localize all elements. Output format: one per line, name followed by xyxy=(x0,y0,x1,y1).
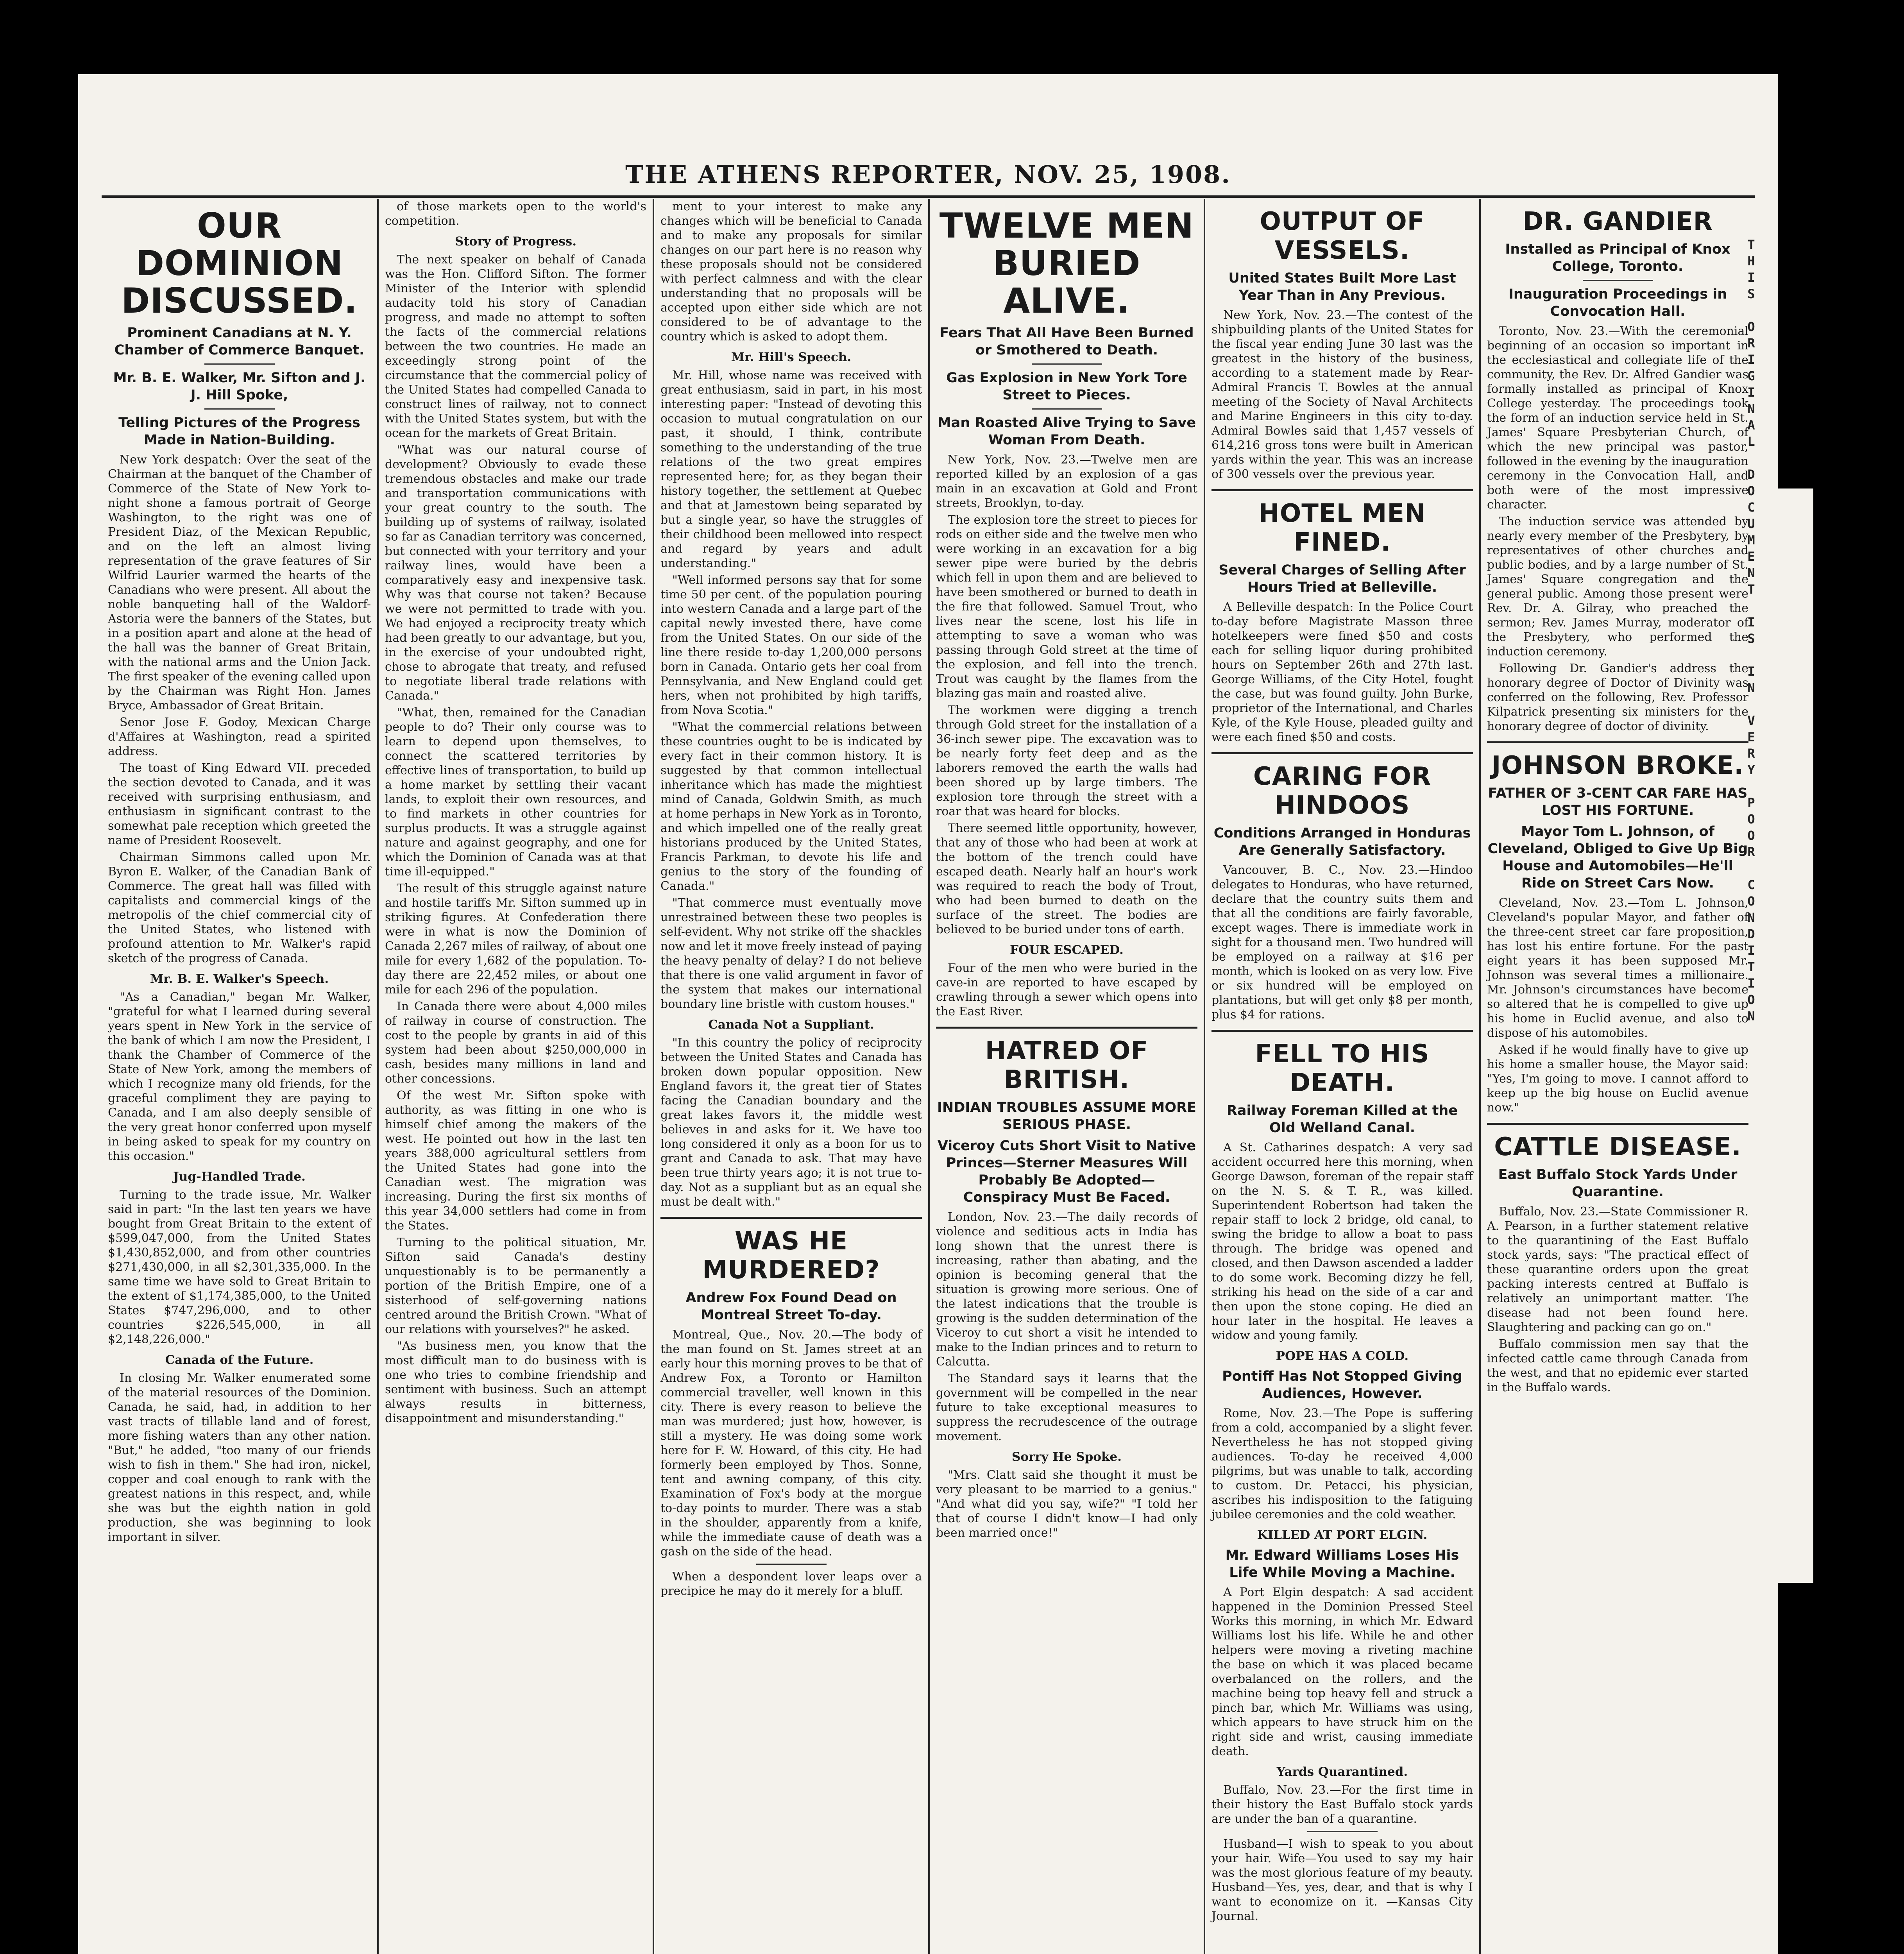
divider xyxy=(1487,1123,1748,1125)
divider xyxy=(1211,489,1473,491)
column-6 xyxy=(1479,199,1755,1954)
divider xyxy=(204,408,275,410)
deck: Andrew Fox Found Dead on Montreal Street To-day. xyxy=(685,1290,897,1323)
divider xyxy=(1583,280,1653,281)
column-5 xyxy=(1204,199,1479,1954)
divider xyxy=(936,1027,1197,1029)
paper-edge-right xyxy=(1774,488,1813,1583)
deck: Conditions Arranged in Honduras Are Generally Satisfactory. xyxy=(1213,825,1471,858)
paragraph: The next speaker on behalf of Canada was the Hon. Clifford Sifton. The former Minister of the Interior with splendid audacity told his story of Canadian progress, and made no attempt to soften the facts of the commercial relations between the two countries. He made an exceedingly strong point of the circumstance that the commercial policy of the United States had compelled Canada to construct lines of railway, not to connect with the United States system, but with the ocean for the markets of Great Britain. xyxy=(385,253,646,440)
deck: East Buffalo Stock Yards Under Quarantine. xyxy=(1498,1167,1738,1200)
subhead: FOUR ESCAPED. xyxy=(1010,943,1124,957)
paragraph: of those markets open to the world's competition. xyxy=(385,200,646,228)
divider xyxy=(1307,1831,1378,1832)
headline-fell: FELL TO HIS DEATH. xyxy=(1255,1040,1430,1097)
masthead-rule xyxy=(102,195,1755,198)
paragraph: Rome, Nov. 23.—The Pope is suffering from a cold, accompanied by a slight fever. Nevertheless he has not stopped giving audiences. To-day he received 4,000 pilgrims, but was unable to talk, according to custom. Dr. Petacci, his physician, ascribes his indisposition to the fatiguing jubilee ceremonies and the cold weather. xyxy=(1211,1406,1473,1521)
deck: Mayor Tom L. Johnson, of Cleveland, Obliged to Give Up Big House and Automobiles—He'll Ride on Street Cars Now. xyxy=(1487,824,1748,891)
divider xyxy=(204,363,275,365)
paragraph: "What, then, remained for the Canadian people to do? Their only course was to learn to depend upon themselves, to connect the scattered territories by effective lines of transportation, to build up a home market by settling their vacant lands, to exploit their own resources, and to find markets in other countries for surplus products. It was a struggle against nature and against geography, and one for which the Dominion of Canada was at that time ill-equipped." xyxy=(385,706,646,879)
deck: Pontiff Has Not Stopped Giving Audiences, However. xyxy=(1222,1369,1462,1401)
paragraph: Four of the men who were buried in the cave-in are reported to have escaped by crawling through a sewer which opens into the East River. xyxy=(936,961,1197,1018)
headline-vessels: OUTPUT OF VESSELS. xyxy=(1260,207,1425,265)
paragraph: Of the west Mr. Sifton spoke with authority, as was fitting in one who is himself chief among the makers of the west. He pointed out how in the last ten years 388,000 agricultural settlers from the United States had gone into the Canadian west. The migration was increasing. During the first six months of this year 34,000 settlers had come in from the States. xyxy=(385,1089,646,1233)
paragraph: New York, Nov. 23.—The contest of the shipbuilding plants of the United States for the fiscal year ending June 30 last was the greatest in the history of the business, according to a statement made by Rear-Admiral Francis T. Bowles at the annual meeting of the Society of Naval Architects and Marine Engineers in this city to-day. Admiral Bowles said that 1,457 vessels of 614,216 gross tons were built in American yards within the year. This was an increase of 300 vessels over the previous year. xyxy=(1211,308,1473,481)
paragraph: "As business men, you know that the most difficult man to do business with is one who tries to combine friendship and sentiment with business. Such an attempt always results in bitterness, disappointment and misunderstanding." xyxy=(385,1339,646,1425)
divider xyxy=(1211,752,1473,754)
paragraph: Buffalo, Nov. 23.—State Commissioner R. A. Pearson, in a further statement relative to the quarantining of the East Buffalo stock yards, says: "The practical effect of these quarantine orders upon the great packing interests centred at Buffalo is relatively an unimportant matter. The disease had not been found here. Slaughtering and packing can go on." xyxy=(1487,1205,1748,1334)
subhead: Jug-Handled Trade. xyxy=(173,1170,306,1184)
paragraph: The Standard says it learns that the government will be compelled in the near future to take exceptional measures to suppress the recrudescence of the outrage movement. xyxy=(936,1372,1197,1443)
paragraph: Senor Jose F. Godoy, Mexican Charge d'Affaires at Washington, read a spirited address. xyxy=(108,716,371,758)
paragraph: Buffalo commission men say that the infected cattle came through Canada from the west, and that no epidemic ever started in the Buffalo wards. xyxy=(1487,1337,1748,1394)
subhead: Canada Not a Suppliant. xyxy=(708,1018,874,1032)
paragraph: A St. Catharines despatch: A very sad accident occurred here this morning, when George Dawson, foreman of the repair staff on the N. S. & T. R., was killed. Superintendent Robertson had taken the repair staff to lock 2 bridge, old canal, to swing the bridge to allow a boat to pass through. The bridge was opened and closed, and then Dawson ascended a ladder to do some work. Becoming dizzy he fell, striking his head on the side of a car and then upon the stone coping. He died an hour later in the hospital. He leaves a widow and young family. xyxy=(1211,1141,1473,1342)
paragraph: Montreal, Que., Nov. 20.—The body of the man found on St. James street at an early hour this morning proves to be that of Andrew Fox, a Toronto or Hamilton commercial traveller, well known in this city. There is every reason to believe the man was murdered; just how, however, is still a mystery. He was doing some work here for F. W. Howard, of this city. He had formerly been employed by Thos. Sonne, tent and awning company, of this city. Examination of Fox's body at the morgue to-day points to murder. There was a stab in the shoulder, apparently from a knife, while the immediate cause of death was a gash on the side of the head. xyxy=(660,1328,922,1559)
headline-cattle: CATTLE DISEASE. xyxy=(1494,1133,1741,1161)
divider xyxy=(1211,1030,1473,1032)
headline-dominion: OUR DOMINION DISCUSSED. xyxy=(121,206,358,321)
subhead: Mr. B. E. Walker's Speech. xyxy=(150,972,329,986)
paragraph: "What was our natural course of development? Obviously to evade these tremendous obstacles and make our trade and transportation communications with your great country to the south. The building up of systems of railway, isolated so far as Canadian territory was concerned, but connected with your territory and your railway lines, would have been a comparatively easy and inexpensive task. Why was that course not taken? Because we were not permitted to trade with you. We had enjoyed a reciprocity treaty which had been greatly to our advantage, but you, in the exercise of your undoubted right, chose to abrogate that treaty, and refused to negotiate liberal trade relations with Canada." xyxy=(385,443,646,703)
paragraph: In Canada there were about 4,000 miles of railway in course of construction. The cost to the people by grants in aid of this system had been about $250,000,000 in cash, besides many millions in land and other concessions. xyxy=(385,1000,646,1086)
paragraph: Turning to the trade issue, Mr. Walker said in part: "In the last ten years we have bought from Great Britain to the extent of $599,047,000, from the United States $1,430,852,000, and from other countries $271,430,000, in all $2,301,335,000. In the same time we have sold to Great Britain to the extent of $1,174,385,000, to the United States $747,296,000, and to other countries $226,545,000, in all $2,148,226,000." xyxy=(108,1188,371,1346)
headline-twelve-men: TWELVE MEN BURIED ALIVE. xyxy=(939,206,1194,321)
divider xyxy=(756,1564,827,1565)
paragraph: Buffalo, Nov. 23.—For the first time in their history the East Buffalo stock yards are under the ban of a quarantine. xyxy=(1211,1783,1473,1826)
paragraph: Asked if he would finally have to give up his home a smaller house, the Mayor said: "Yes, I'm going to move. I cannot afford to keep up the big house on Euclid avenue now." xyxy=(1487,1043,1748,1115)
headline-hatred: HATRED OF BRITISH. xyxy=(985,1036,1149,1094)
paragraph: When a despondent lover leaps over a precipice he may do it merely for a bluff. xyxy=(660,1570,922,1598)
paragraph: Husband—I wish to speak to you about your hair. Wife—You used to say my hair was the most glorious feature of my beauty. Husband—Yes, yes, dear, and that is why I want to economize on it. —Kansas City Journal. xyxy=(1211,1837,1473,1923)
paragraph: New York despatch: Over the seat of the Chairman at the banquet of the Chamber of Commerce of the State of New York to-night shone a famous portrait of George Washington, to the right was one of President Diaz, of the Mexican Republic, and on the left an almost living representation of the grave features of Sir Wilfrid Laurier warmed the hearts of the Canadians who were present. All about the noble banqueting hall of the Waldorf-Astoria were the banners of the States, but in a position apart and alone at the head of the hall was the banner of Great Britain, with the national arms and the Union Jack. The first speaker of the evening called upon by the Chairman was Right Hon. James Bryce, Ambassador of Great Britain. xyxy=(108,453,371,712)
divider xyxy=(1487,741,1748,743)
paragraph: "What the commercial relations between these countries ought to be is indicated by every fact in their common history. It is suggested by that common intellectual inheritance which has made the mightiest mind of Canada, Goldwin Smith, as much at home perhaps in New York as in Toronto, and which impelled one of the really great historians produced by the United States, Francis Parkman, to devote his life and genius to the story of the founding of Canada." xyxy=(660,720,922,893)
paragraph: Chairman Simmons called upon Mr. Byron E. Walker, of the Canadian Bank of Commerce. The great hall was filled with capitalists and commercial kings of the metropolis of the chief commercial city of the United States, who listened with profound attention to Mr. Walker's rapid sketch of the progress of Canada. xyxy=(108,850,371,965)
paragraph: ment to your interest to make any changes which will be beneficial to Canada and to make any proposals for similar changes on our part here is no reason why these proposals should not be considered with perfect calmness and with the clear understanding that no proposals will be accepted upon either side which are not considered to be of advantage to the country which is asked to adopt them. xyxy=(660,200,922,344)
paragraph: There seemed little opportunity, however, that any of those who had been at work at the bottom of the trench could have escaped death. Nearly half an hour's work was required to reach the body of Trout, who had been burned to death on the surface of the street. The bodies are believed to be buried under tons of earth. xyxy=(936,821,1197,936)
paragraph: Toronto, Nov. 23.—With the ceremonial beginning of an occasion so important in the ecclesiastical and collegiate life of the community, the Rev. Dr. Alfred Gandier was formally installed as principal of Knox College yesterday. The proceedings took the form of an induction service held in St. James' Square Presbyterian Church, of which the new principal was pastor, followed in the evening by the inauguration ceremony in the Convocation Hall, and both were of the most impressive character. xyxy=(1487,324,1748,512)
paragraph: A Port Elgin despatch: A sad accident happened in the Dominion Pressed Steel Works this morning, in which Mr. Edward Williams lost his life. While he and other helpers were moving a riveting machine the base on which it was placed became overbalanced on the rollers, and the machine being top heavy fell and struck a pinch bar, which Mr. Williams was using, which appears to have struck him on the right side and wrist, causing immediate death. xyxy=(1211,1585,1473,1758)
paragraph: New York, Nov. 23.—Twelve men are reported killed by an explosion of a gas main in an excavation at Gold and Front streets, Brooklyn, to-day. xyxy=(936,453,1197,510)
deck: Railway Foreman Killed at the Old Welland Canal. xyxy=(1226,1103,1458,1136)
deck: Telling Pictures of the Progress Made in Nation-Building. xyxy=(118,415,360,448)
paragraph: In closing Mr. Walker enumerated some of the material resources of the Dominion. Canada, he said, had, in addition to her vast tracts of tillable land and of forest, more fishing waters than any other nation. "But," he added, "too many of our friends wish to fish in them." She had iron, nickel, copper and coal enough to rank with the greatest nations in this respect, and, while she was but the eighth nation in gold production, she was beginning to look important in silver. xyxy=(108,1371,371,1544)
paragraph: "Mrs. Clatt said she thought it must be very pleasant to be married to a genius." "And what did you say, wife?" "I told her that of course I didn't know—I had only been married once!" xyxy=(936,1468,1197,1540)
paragraph: "Well informed persons say that for some time 50 per cent. of the population pouring into western Canada and a large part of the capital newly invested there, have come from the United States. On our side of the line there reside to-day 1,200,000 persons born in Canada. Ontario gets her coal from Pennsylvania, and New England could get hers, when not prohibited by high tariffs, from Nova Scotia." xyxy=(660,573,922,717)
deck: FATHER OF 3-CENT CAR FARE HAS LOST HIS FORTUNE. xyxy=(1488,786,1748,818)
deck: Prominent Canadians at N. Y. Chamber of Commerce Banquet. xyxy=(114,325,365,358)
paragraph: Turning to the political situation, Mr. Sifton said Canada's destiny unquestionably is to be permanently a portion of the British Empire, one of a sisterhood of self-governing nations centred around the British Crown. "What of our relations with yourselves?" he asked. xyxy=(385,1236,646,1336)
subhead: Sorry He Spoke. xyxy=(1011,1450,1122,1464)
paragraph: The result of this struggle against nature and hostile tariffs Mr. Sifton summed up in striking figures. At Confederation there were in what is now the Dominion of Canada 2,267 miles of railway, of about one mile for every 1,682 of the population. To-day there are 22,452 miles, or about one mile for each 296 of the population. xyxy=(385,882,646,997)
subhead: Mr. Hill's Speech. xyxy=(731,350,852,364)
paragraph: London, Nov. 23.—The daily records of violence and seditious acts in India has long shown that the unrest there is increasing, rather than abating, and the opinion is becoming general that the situation is growing more serious. One of the latest indications that the trouble is growing is the sudden determination of the Viceroy to cut short a visit he intended to make to the Indian princes and to return to Calcutta. xyxy=(936,1210,1197,1369)
scan-border-top xyxy=(0,0,1904,78)
subhead: Story of Progress. xyxy=(455,234,577,249)
deck: Inauguration Proceedings in Convocation Hall. xyxy=(1508,286,1727,319)
deck: Mr. Edward Williams Loses His Life While Moving a Machine. xyxy=(1225,1548,1459,1580)
divider xyxy=(1032,363,1102,365)
subhead: Canada of the Future. xyxy=(165,1353,314,1367)
headline-hotel: HOTEL MEN FINED. xyxy=(1258,499,1426,557)
article-columns xyxy=(102,199,1755,1954)
deck: Several Charges of Selling After Hours Tried at Belleville. xyxy=(1219,562,1466,595)
headline-johnson: JOHNSON BROKE. xyxy=(1491,751,1744,780)
paragraph: The explosion tore the street to pieces for rods on either side and the twelve men who were working in an excavation for a big sewer pipe were buried by the debris which fell in upon them and are believed to have been smothered or burned to death in the fire that followed. Samuel Trout, who lives near the scene, lost his life in attempting to save a woman who was passing through Gold street at the time of the explosion, and fell into the trench. Trout was caught by the flames from the blazing gas main and roasted alive. xyxy=(936,513,1197,700)
headline-hindoos: CARING FOR HINDOOS xyxy=(1253,762,1432,820)
column-3 xyxy=(653,199,928,1954)
deck: Installed as Principal of Knox College, Toronto. xyxy=(1505,242,1730,274)
paragraph: Vancouver, B. C., Nov. 23.—Hindoo delegates to Honduras, who have returned, declare that the country suits them and that all the conditions are fairly favorable, except wages. There is immediate work in sight for a thousand men. Two hundred will be employed on a railway at $16 per month, which is looked on as very low. Five or six hundred will be employed on plantations, but will get only $8 per month, plus $4 for rations. xyxy=(1211,863,1473,1022)
headline-murdered: WAS HE MURDERED? xyxy=(702,1227,880,1285)
deck: Viceroy Cuts Short Visit to Native Princes—Sterner Measures Will Probably Be Adopted—Conspiracy Must Be Faced. xyxy=(937,1138,1196,1205)
scan-border-right xyxy=(1822,0,1904,1954)
divider xyxy=(1032,408,1102,410)
newspaper-page xyxy=(78,74,1778,1954)
paragraph: The induction service was attended by nearly every member of the Presbytery, by representatives of other churches and public bodies, and by a large number of St. James' Square congregation and the general public. Among those present were Rev. Dr. A. Gilray, who preached the sermon; Rev. James Murray, moderator of the Presbytery, who performed the induction ceremony. xyxy=(1487,515,1748,658)
column-4 xyxy=(928,199,1204,1954)
subhead: KILLED AT PORT ELGIN. xyxy=(1257,1528,1428,1542)
condition-note: T H I S O R I G I N A L D O C U M E N T I S I N V E R Y P O O R C O N D I T I O N xyxy=(1747,237,1755,1024)
paragraph: Following Dr. Gandier's address the honorary degree of Doctor of Divinity was conferred on the following, Rev. Professor Kilpatrick presenting six ministers for the honorary degree of doctor of divinity. xyxy=(1487,662,1748,733)
deck: Man Roasted Alive Trying to Save Woman From Death. xyxy=(937,415,1196,448)
paragraph: "As a Canadian," began Mr. Walker, "grateful for what I learned during several years spent in New York in the service of the bank of which I am now the President, I thank the Chamber of Commerce of the State of New York, among the members of which I recognize many old friends, for the graceful compliment they are paying to Canada, and I am also deeply sensible of the very great honor conferred upon myself in being asked to speak for my country on this occasion." xyxy=(108,990,371,1163)
deck: Mr. B. E. Walker, Mr. Sifton and J. J. Hill Spoke, xyxy=(113,370,366,403)
paragraph: Cleveland, Nov. 23.—Tom L. Johnson, Cleveland's popular Mayor, and father of the three-cent street car fare proposition, has lost his entire fortune. For the past eight years it has been supposed Mr. Johnson was several times a millionaire. Mr. Johnson's circumstances have become so altered that he is compelled to give up his home in Euclid avenue, and also to dispose of his automobiles. xyxy=(1487,896,1748,1040)
deck: INDIAN TROUBLES ASSUME MORE SERIOUS PHASE. xyxy=(937,1100,1196,1133)
subhead: POPE HAS A COLD. xyxy=(1276,1349,1409,1363)
deck: Gas Explosion in New York Tore Street to Pieces. xyxy=(946,370,1187,403)
paragraph: The workmen were digging a trench through Gold street for the installation of a 36-inch sewer pipe. The excavation was to be nearly forty feet deep and as the laborers removed the earth the walls had been shored up by large timbers. The explosion tore through the street with a roar that was heard for blocks. xyxy=(936,703,1197,818)
paragraph: Mr. Hill, whose name was received with great enthusiasm, said in part, in his most interesting paper: "Instead of devoting this occasion to mutual congratulation on our past, it should, I think, contribute something to the understanding of the true relations of the two great empires represented here; for, as they began their history together, the settlement at Quebec and that at Jamestown being separated by but a single year, so have the struggles of their childhood been mellowed into respect and regard by years and adult understanding." xyxy=(660,369,922,570)
column-1 xyxy=(102,199,377,1954)
column-2 xyxy=(377,199,653,1954)
paragraph: A Belleville despatch: In the Police Court to-day before Magistrate Masson three hotelkeepers were fined $50 and costs each for selling liquor during prohibited hours on September 26th and 27th last. George Williams, of the City Hotel, fought the case, but was found guilty. John Burke, proprietor of the International, and Charles Kyle, of the Kyle House, pleaded guilty and were each fined $50 and costs. xyxy=(1211,600,1473,744)
subhead: Yards Quarantined. xyxy=(1276,1765,1408,1779)
masthead: THE ATHENS REPORTER, NOV. 25, 1908. xyxy=(625,160,1231,189)
divider xyxy=(660,1217,922,1219)
paragraph: The toast of King Edward VII. preceded the section devoted to Canada, and it was received with surprising enthusiasm, and enthusiasm in significant contrast to the somewhat pale reception which greeted the name of President Roosevelt. xyxy=(108,761,371,847)
deck: Fears That All Have Been Burned or Smothered to Death. xyxy=(939,325,1194,358)
deck: United States Built More Last Year Than in Any Previous. xyxy=(1228,270,1456,303)
paragraph: "That commerce must eventually move unrestrained between these two peoples is self-evident. Why not strike off the shackles now and let it move freely instead of paying the heavy penalty of delay? I do not believe that there is one valid argument in favor of the system that makes our international boundary line bristle with custom houses." xyxy=(660,896,922,1011)
headline-gandier: DR. GANDIER xyxy=(1523,207,1713,236)
paragraph: "In this country the policy of reciprocity between the United States and Canada has broken down popular opposition. New England favors it, the great tier of States facing the Canadian boundary and the great lakes favors it, the middle west believes in and asks for it. We have too long considered it only as a boon for us to grant and Canada to ask. That may have been true thirty years ago; it is not true to-day. Not as a suppliant but as an equal she must be dealt with." xyxy=(660,1036,922,1209)
